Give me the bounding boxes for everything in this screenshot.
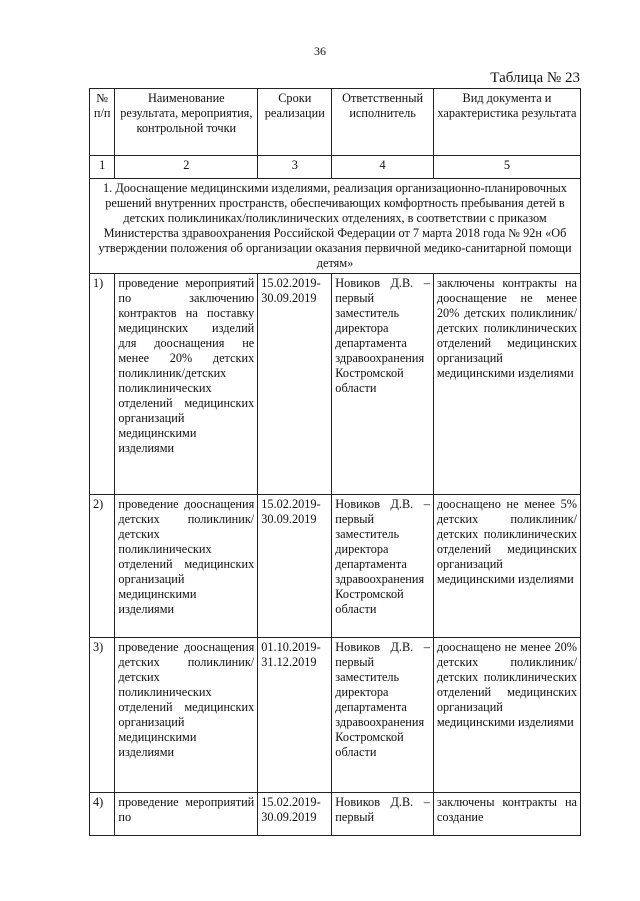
header-responsible: Ответственный исполнитель <box>332 89 434 156</box>
row-name: проведение дооснащения детских поликлиник/детских поликлинических отделений медицинских организаций медицинскими изделиями <box>115 495 258 638</box>
table-caption: Таблица № 23 <box>490 70 580 86</box>
table-row <box>90 793 581 836</box>
row-result: дооснащено не менее 20% детских поликлиник/детских поликлинических отделений медицинских организаций медицинскими изделиями <box>433 638 580 793</box>
row-result: дооснащено не менее 5% детских поликлиник/детских поликлинических отделений медицинских организаций медицинскими изделиями <box>433 495 580 638</box>
results-table <box>89 88 581 836</box>
row-name: проведение мероприятий по <box>115 793 258 836</box>
header-period: Сроки реализации <box>258 89 332 156</box>
column-number: 5 <box>433 156 580 179</box>
row-name: проведение мероприятий по заключению контрактов на поставку медицинских изделий для дооснащения не менее 20% детских поликлиник/детских поликлинических отделений медицинских организаций медицинскими изделиями <box>115 274 258 495</box>
column-number: 4 <box>332 156 434 179</box>
table-row <box>90 495 581 638</box>
row-number: 3) <box>90 638 115 793</box>
row-responsible: Новиков Д.В. – первый заместитель директора департамента здравоохранения Костромской области <box>332 638 434 793</box>
section-row <box>90 179 581 274</box>
row-responsible: Новиков Д.В. – первый заместитель директора департамента здравоохранения Костромской области <box>332 495 434 638</box>
table-row <box>90 638 581 793</box>
header-name: Наименование результата, мероприятия, контрольной точки <box>115 89 258 156</box>
row-period: 15.02.2019-30.09.2019 <box>258 793 332 836</box>
row-result: заключены контракты на создание <box>433 793 580 836</box>
header-row <box>90 89 581 156</box>
page-number: 36 <box>314 44 326 58</box>
row-number: 1) <box>90 274 115 495</box>
row-period: 01.10.2019-31.12.2019 <box>258 638 332 793</box>
row-responsible: Новиков Д.В. – первый заместитель директора департамента здравоохранения Костромской области <box>332 274 434 495</box>
row-responsible: Новиков Д.В. – первый <box>332 793 434 836</box>
row-number: 2) <box>90 495 115 638</box>
column-number: 2 <box>115 156 258 179</box>
column-number: 3 <box>258 156 332 179</box>
row-period: 15.02.2019-30.09.2019 <box>258 495 332 638</box>
table-row <box>90 274 581 495</box>
row-result: заключены контракты на дооснащение не менее 20% детских поликлиник/детских поликлинических отделений медицинских организаций медицинскими изделиями <box>433 274 580 495</box>
column-number: 1 <box>90 156 115 179</box>
row-period: 15.02.2019-30.09.2019 <box>258 274 332 495</box>
column-number-row <box>90 156 581 179</box>
header-number: № п/п <box>90 89 115 156</box>
row-number: 4) <box>90 793 115 836</box>
section-title: 1. Дооснащение медицинскими изделиями, реализация организационно-планировочных решений внутренних пространств, обеспечивающих комфортность пребывания детей в детских поликлиниках/поликлинических отделениях, в соответствии с приказом Министерства здравоохранения Российской Федерации от 7 марта 2018 года № 92н «Об утверждении положения об организации оказания первичной медико-санитарной помощи детям» <box>90 179 581 274</box>
row-name: проведение дооснащения детских поликлиник/детских поликлинических отделений медицинских организаций медицинскими изделиями <box>115 638 258 793</box>
header-result: Вид документа и характеристика результата <box>433 89 580 156</box>
